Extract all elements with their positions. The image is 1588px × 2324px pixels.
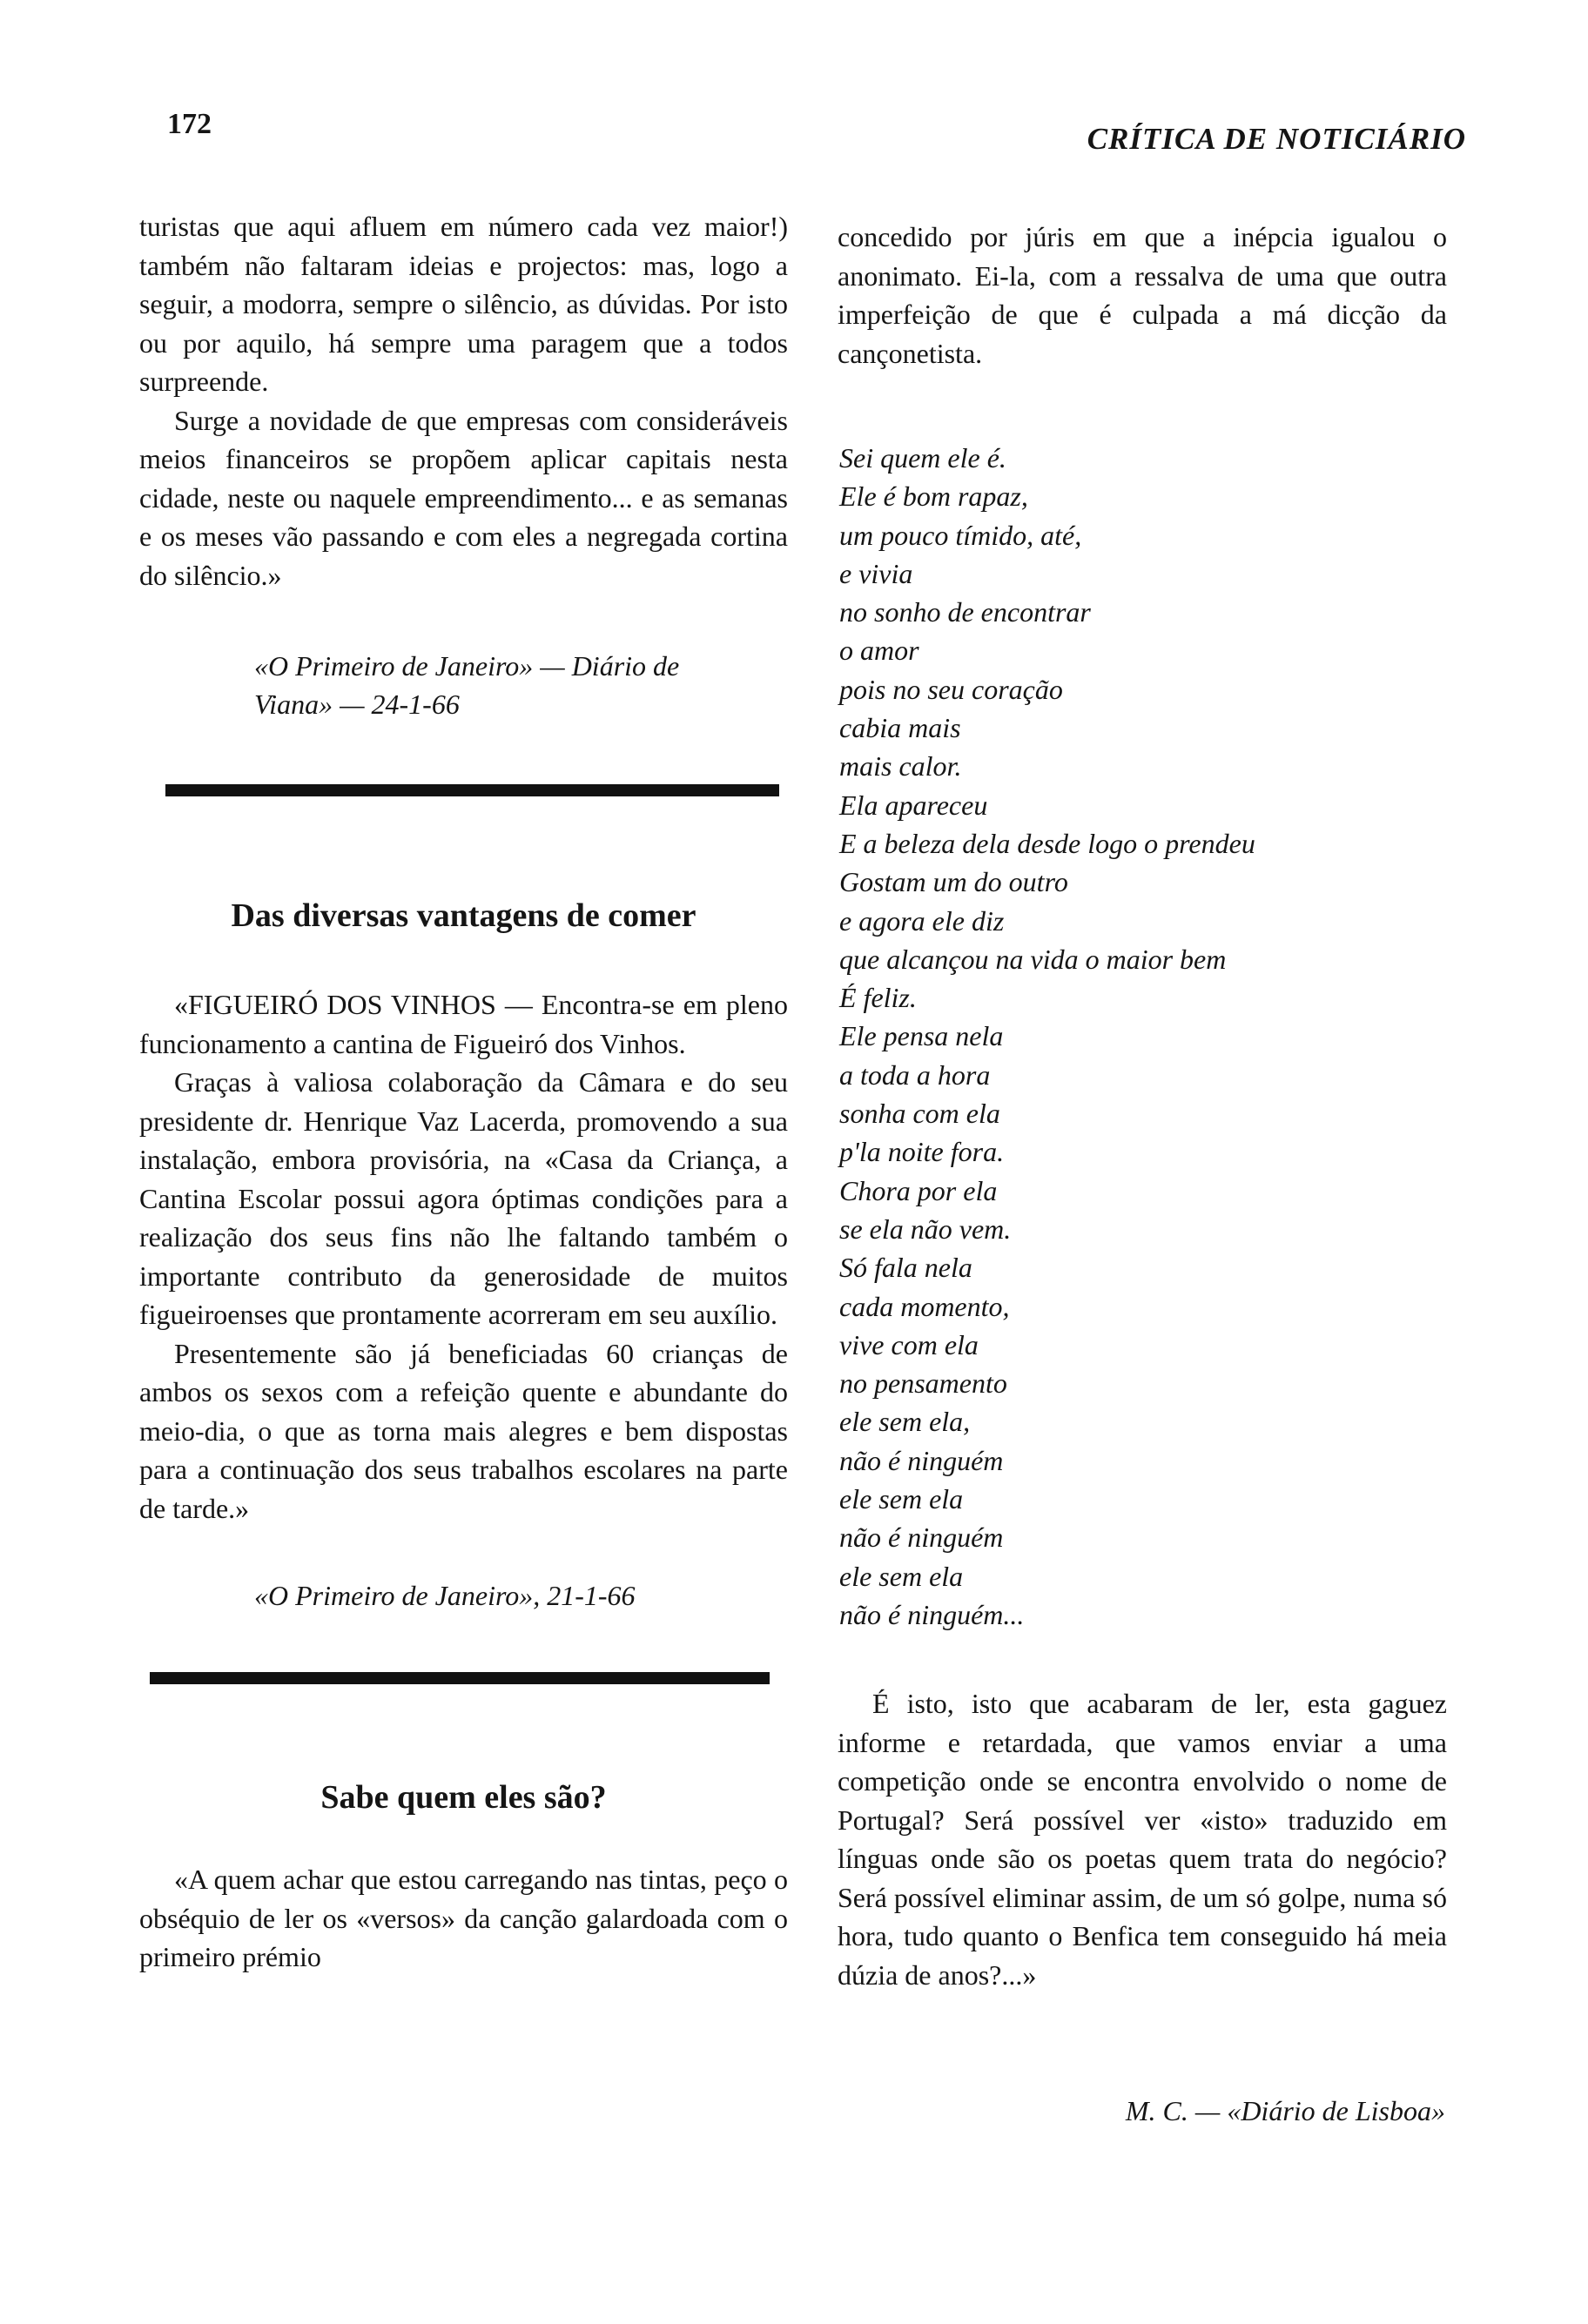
- page-number: 172: [167, 108, 212, 140]
- poem-line: sonha com ela: [839, 1098, 1000, 1130]
- poem-line: É feliz.: [839, 982, 917, 1014]
- poem-line: no pensamento: [839, 1367, 1007, 1400]
- poem-line: se ela não vem.: [839, 1212, 1012, 1245]
- poem-line: um pouco tímido, até,: [839, 519, 1082, 551]
- signature: M. C. — «Diário de Lisboa»: [1125, 2095, 1445, 2127]
- poem-line: E a beleza dela desde logo o prendeu: [839, 827, 1255, 859]
- poem-line: Ele pensa nela: [839, 1020, 1004, 1052]
- poem-line: e agora ele diz: [839, 904, 1005, 937]
- paragraph: «FIGUEIRÓ DOS VINHOS — Encontra-se em pleno funcionamento a cantina de Figueiró dos Vinhos.: [139, 989, 788, 1059]
- poem-line: Só fala nela: [839, 1252, 972, 1284]
- section-title: Das diversas vantagens de comer: [231, 897, 696, 934]
- poem-line: não é ninguém: [839, 1444, 1004, 1476]
- poem-line: Gostam um do outro: [839, 866, 1068, 898]
- poem-line: Chora por ela: [839, 1174, 998, 1206]
- poem: [838, 439, 1447, 1634]
- poem-line: não é ninguém: [839, 1521, 1004, 1554]
- poem-line: no sonho de encontrar: [839, 596, 1091, 628]
- section-divider: [165, 784, 779, 796]
- poem-line: cada momento,: [839, 1290, 1010, 1322]
- continuation-paragraph: turistas que aqui afluem em número cada vez maior!) também não faltaram ideias e projectos: mas, logo a seguir, a modorra, sempre o silêncio, as dúvidas. Por isto ou por aquilo, há sempre uma paragem que a todos surpreende.: [139, 211, 788, 397]
- paragraph: Presentemente são já beneficiadas 60 crianças de ambos os sexos com a refeição quente e abundante do meio-dia, o que as torna mais alegres e bem dispostas para a continuação dos seus trabalhos escolares na parte de tarde.»: [139, 1337, 788, 1524]
- poem-line: o amor: [839, 635, 919, 667]
- poem-line: a toda a hora: [839, 1058, 991, 1091]
- poem-line: que alcançou na vida o maior bem: [839, 943, 1227, 975]
- source-citation: «O Primeiro de Janeiro» — Diário de Viana» — 24-1-66: [254, 650, 680, 720]
- poem-line: Sei quem ele é.: [839, 442, 1006, 474]
- poem-line: não é ninguém...: [839, 1598, 1025, 1630]
- continuation-paragraph: concedido por júris em que a inépcia igualou o anonimato. Ei-la, com a ressalva de uma que outra imperfeição de que é culpada a má dicção da cançonetista.: [838, 221, 1447, 369]
- poem-line: pois no seu coração: [839, 673, 1063, 705]
- running-head: CRÍTICA DE NOTICIÁRIO: [1087, 122, 1466, 156]
- section-title: Sabe quem eles são?: [320, 1779, 607, 1816]
- source-citation: «O Primeiro de Janeiro», 21-1-66: [254, 1580, 636, 1611]
- poem-line: vive com ela: [839, 1328, 979, 1360]
- poem-line: ele sem ela: [839, 1483, 964, 1515]
- paragraph: É isto, isto que acabaram de ler, esta gaguez informe e retardada, que vamos enviar a uma competição onde se encontra envolvido o nome de Portugal? Será possível ver «isto» traduzido em línguas onde são os poetas quem trata do negócio? Será possível eliminar assim, de um só golpe, numa só hora, tudo quanto o Benfica tem conseguido há meia dúzia de anos?...»: [838, 1688, 1447, 1991]
- paragraph: Surge a novidade de que empresas com consideráveis meios financeiros se propõem aplicar capitais nesta cidade, neste ou naquele empreendimento... e as semanas e os meses vão passando e com eles a negregada cortina do silêncio.»: [139, 404, 788, 591]
- poem-line: p'la noite fora.: [839, 1136, 1005, 1168]
- poem-line: ele sem ela: [839, 1560, 964, 1592]
- poem-line: cabia mais: [839, 712, 961, 744]
- right-column: [838, 218, 1447, 2127]
- poem-line: mais calor.: [839, 750, 962, 783]
- poem-line: Ela apareceu: [839, 789, 988, 821]
- left-column: [139, 207, 788, 1977]
- paragraph: Graças à valiosa colaboração da Câmara e do seu presidente dr. Henrique Vaz Lacerda, promovendo a sua instalação, embora provisória, na «Casa da Criança, a Cantina Escolar possui agora óptimas condições para a realização dos seus fins não lhe faltando também o importante contributo da generosidade de muitos figueiroenses que prontamente acorreram em seu auxílio.: [139, 1066, 788, 1330]
- paragraph: «A quem achar que estou carregando nas tintas, peço o obséquio de ler os «versos» da canção galardoada com o primeiro prémio: [139, 1864, 788, 1972]
- poem-line: e vivia: [839, 557, 913, 589]
- poem-line: Ele é bom rapaz,: [839, 480, 1028, 513]
- poem-line: ele sem ela,: [839, 1406, 971, 1438]
- section-divider: [150, 1672, 770, 1684]
